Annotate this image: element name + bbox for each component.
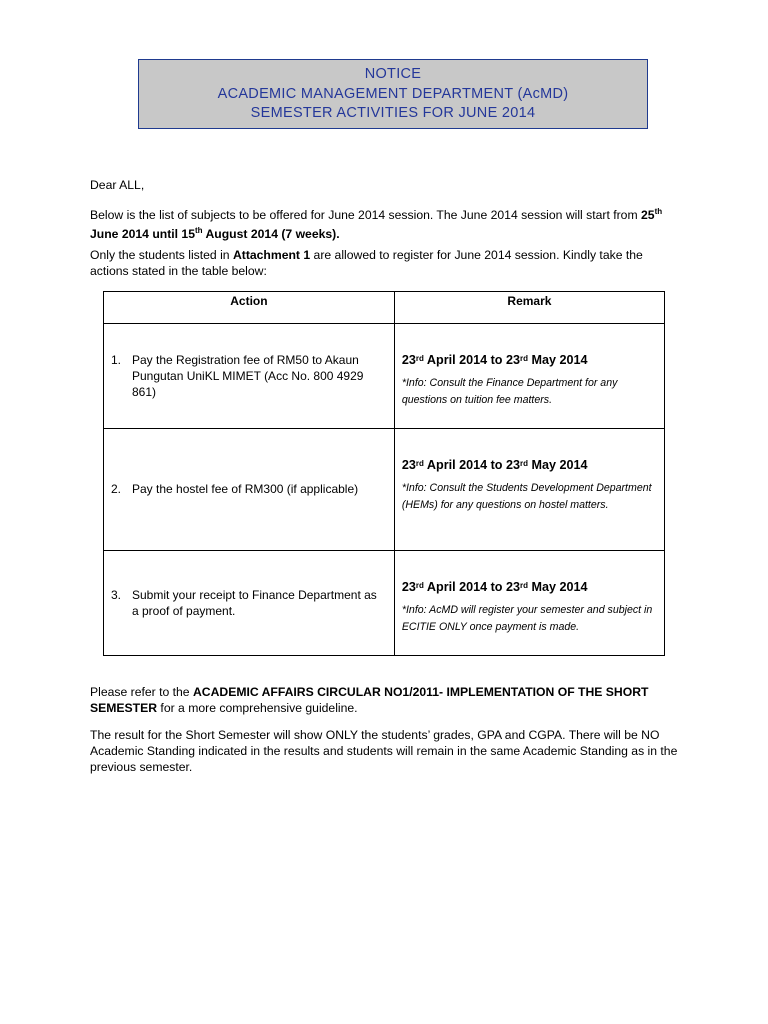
date-range: 23rd April 2014 to 23rd May 2014 [401,580,588,594]
action-text: Pay the hostel fee of RM300 (if applicable) [132,482,359,496]
action-cell [104,429,395,551]
notice-department: ACADEMIC MANAGEMENT DEPARTMENT (AcMD) [217,85,569,102]
date-range: 23rd April 2014 to 23rd May 2014 [401,458,588,472]
info-note: *Info: Consult the Students Development Department (HEMs) for any questions on hostel matters. [401,482,652,511]
result-paragraph: The result for the Short Semester will show ONLY the students’ grades, GPA and CGPA. There will be NO Academic Standing indicated in the results and students will remain in the same Academic Standing as in the previous semester. [90,728,678,774]
action-text: Submit your receipt to Finance Department as a proof of payment. [132,588,377,618]
remark-cell [394,429,664,551]
intro-paragraph: Below is the list of subjects to be offered for June 2014 session. The June 2014 session will start from 25th June 2014 until 15th August 2014 (7 weeks). [90,207,663,242]
actions-table [103,291,665,656]
remark-cell [394,551,664,656]
info-note: *Info: Consult the Finance Department for any questions on tuition fee matters. [401,377,618,406]
header-remark: Remark [394,292,664,324]
circular-paragraph: Please refer to the ACADEMIC AFFAIRS CIRCULAR NO1/2011- IMPLEMENTATION OF THE SHORT SEMESTER for a more comprehensive guideline. [90,685,649,715]
action-cell [104,551,395,656]
row-number: 2. [111,482,122,496]
row-number: 3. [111,588,122,602]
notice-header [138,59,648,129]
row-number: 1. [111,353,122,367]
attachment-paragraph: Only the students listed in Attachment 1 are allowed to register for June 2014 session. Kindly take the actions stated in the table below: [90,248,643,278]
info-note: *Info: AcMD will register your semester and subject in ECITIE ONLY once payment is made. [401,604,653,633]
action-cell [104,324,395,429]
date-range: 23rd April 2014 to 23rd May 2014 [401,353,588,367]
header-action: Action [104,292,395,324]
table-header-row [104,292,665,324]
remark-cell [394,324,664,429]
table-row [104,324,665,429]
table-row [104,551,665,656]
action-text: Pay the Registration fee of RM50 to Akaun Pungutan UniKL MIMET (Acc No. 800 4929 861) [132,353,364,399]
notice-title: NOTICE [364,66,422,82]
greeting: Dear ALL, [90,178,145,192]
notice-subtitle: SEMESTER ACTIVITIES FOR JUNE 2014 [250,105,536,121]
table-row [104,429,665,551]
